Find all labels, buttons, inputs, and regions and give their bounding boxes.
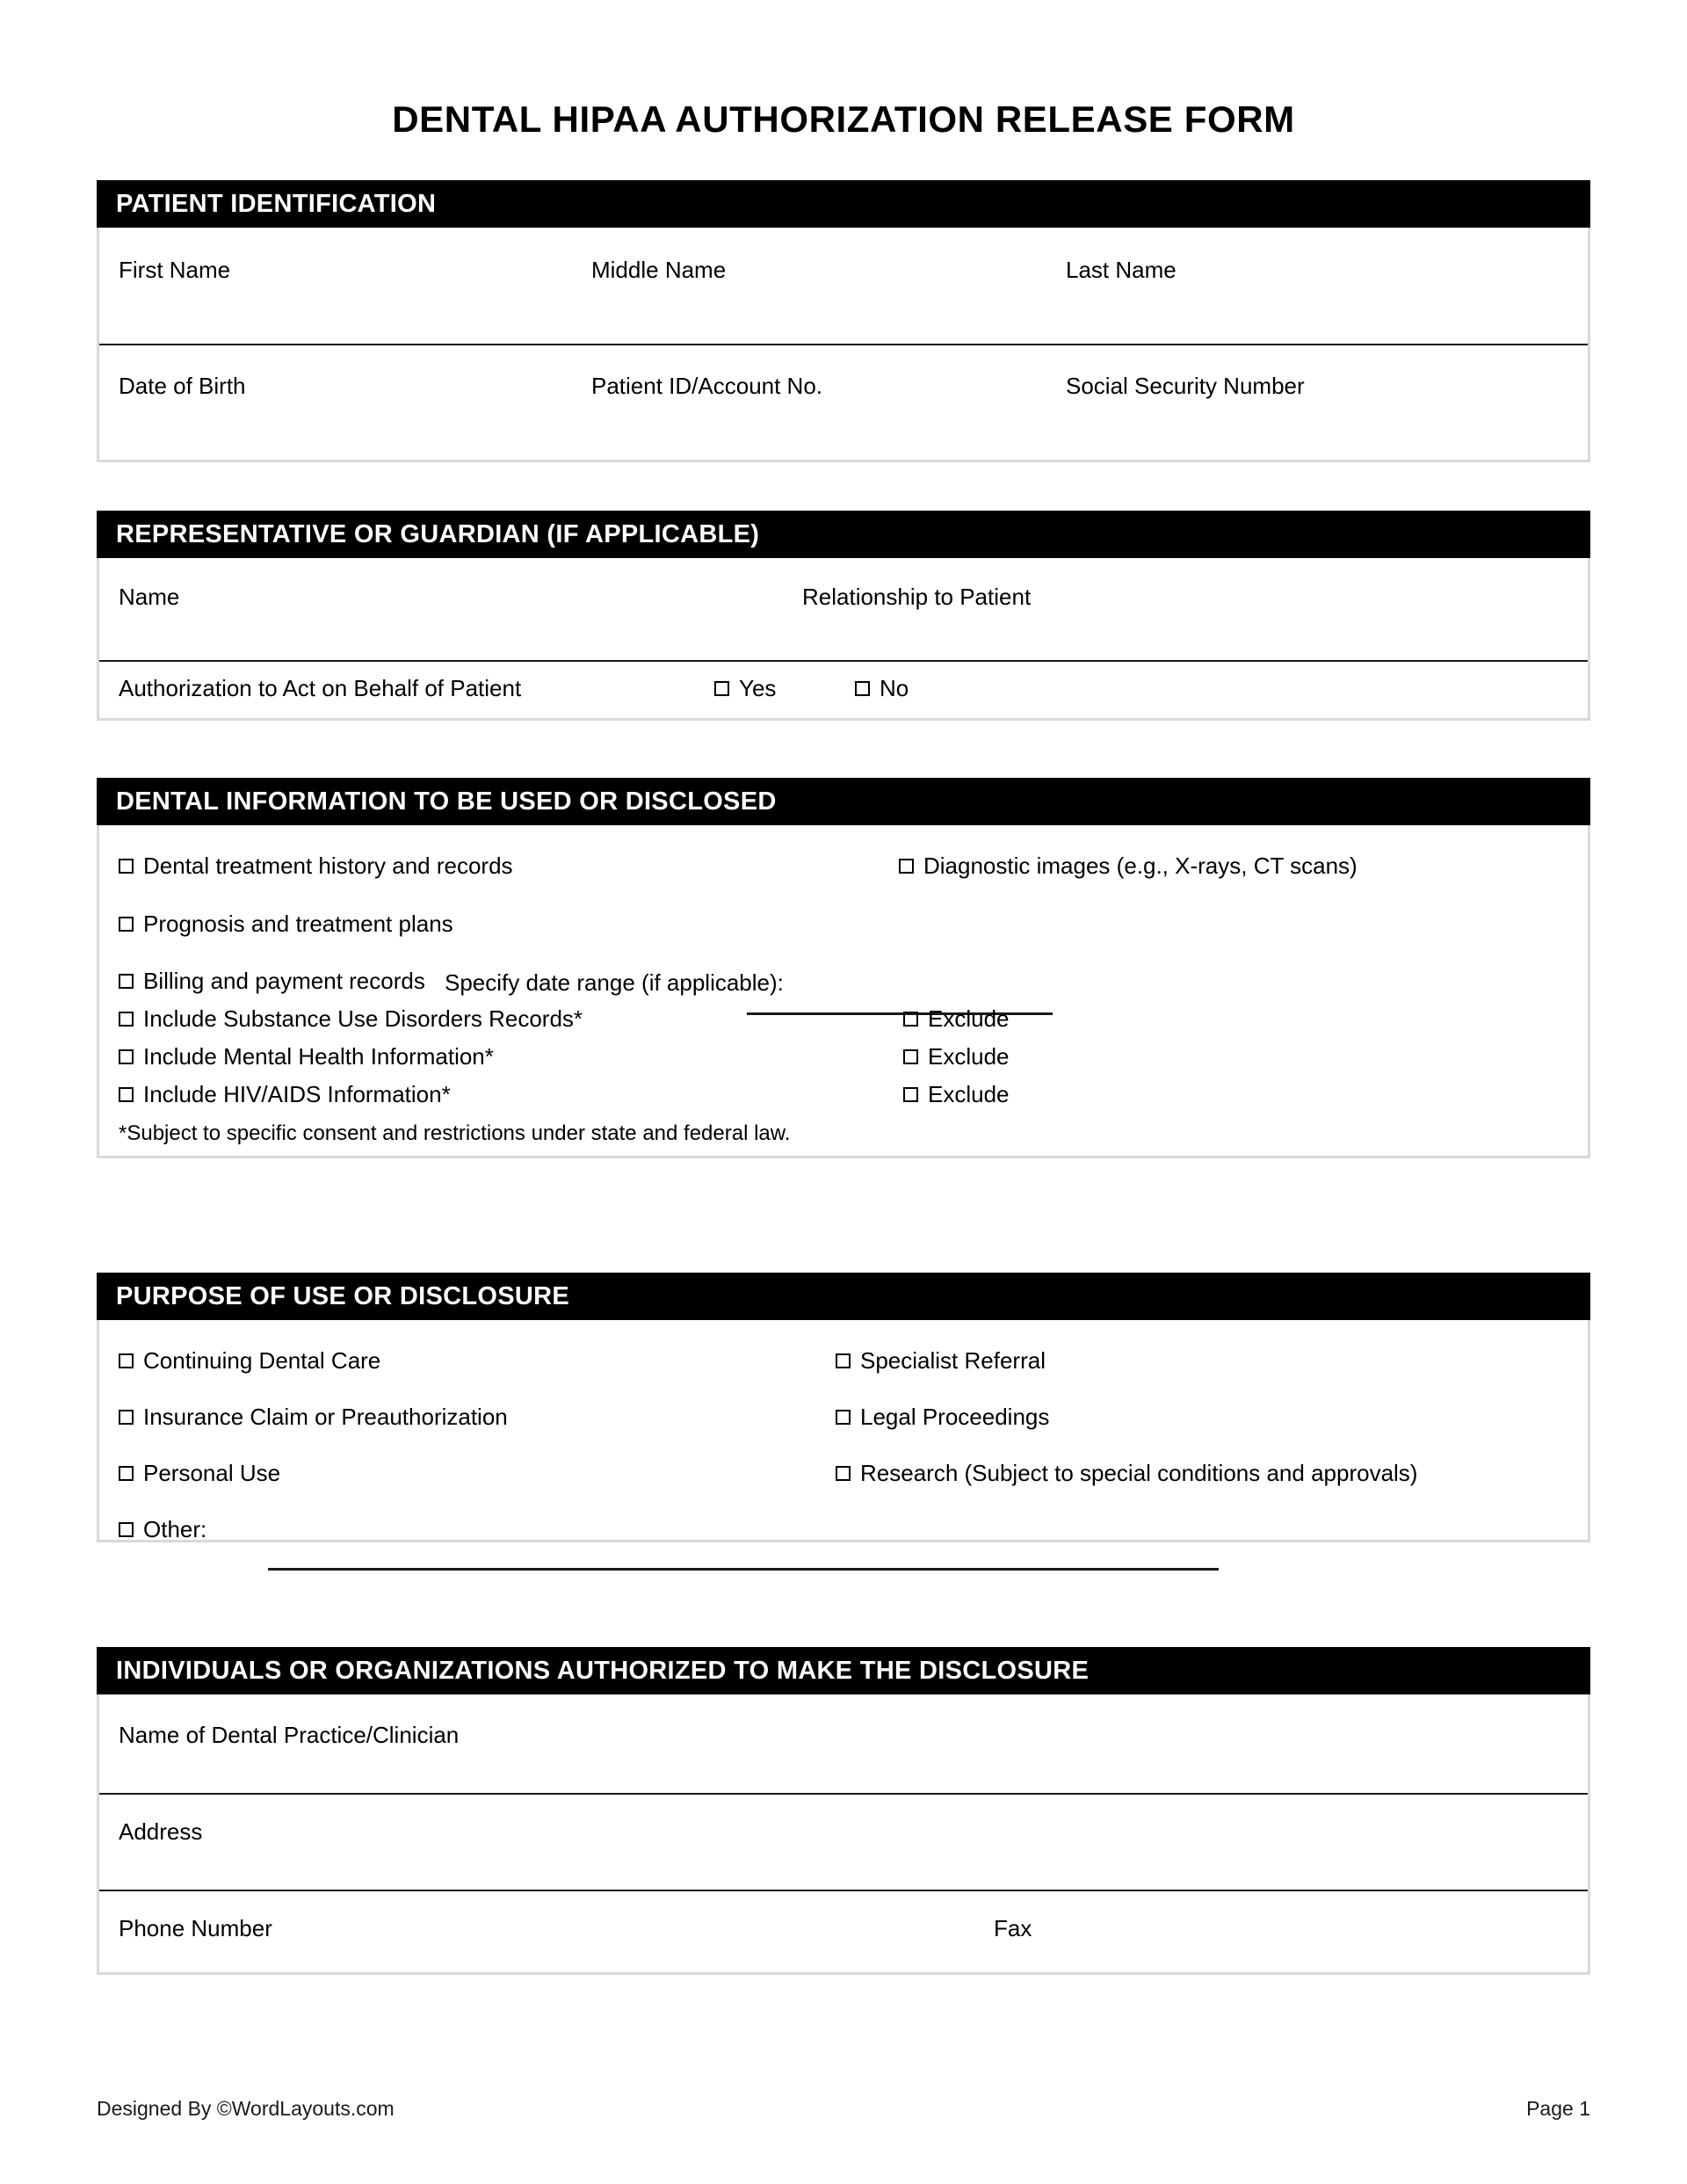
option-include-substance-use-label: Include Substance Use Disorders Records* xyxy=(143,1005,583,1032)
option-continuing-dental-care[interactable] xyxy=(119,1348,380,1374)
other-purpose-input-line[interactable] xyxy=(268,1568,1219,1571)
dental-information-footnote: *Subject to specific consent and restrictions under state and federal law. xyxy=(119,1121,791,1145)
authorization-yes-label: Yes xyxy=(739,675,777,701)
option-exclude-substance-use[interactable] xyxy=(903,1006,1010,1032)
option-diagnostic-images-label: Diagnostic images (e.g., X-rays, CT scans) xyxy=(923,853,1358,879)
checkbox-icon[interactable] xyxy=(903,1012,918,1027)
option-research-label: Research (Subject to special conditions and approvals) xyxy=(860,1460,1418,1486)
section-dental-information xyxy=(97,778,1590,1158)
option-billing-payment-records[interactable] xyxy=(119,969,425,994)
option-legal-proceedings[interactable] xyxy=(836,1404,1049,1430)
checkbox-icon[interactable] xyxy=(899,859,914,874)
footer-designed-by: Designed By ©WordLayouts.com xyxy=(97,2097,395,2120)
option-specialist-referral[interactable] xyxy=(836,1348,1046,1374)
address-label: Address xyxy=(119,1818,203,1845)
option-legal-proceedings-label: Legal Proceedings xyxy=(860,1404,1050,1430)
option-personal-use[interactable] xyxy=(119,1461,280,1486)
social-security-number-label: Social Security Number xyxy=(1066,373,1305,399)
checkbox-icon[interactable] xyxy=(119,1410,134,1425)
option-personal-use-label: Personal Use xyxy=(143,1460,281,1486)
practice-name-row xyxy=(99,1694,1588,1795)
section-authorized-disclosers xyxy=(97,1647,1590,1975)
option-include-substance-use[interactable] xyxy=(119,1006,583,1032)
option-include-hiv-aids[interactable] xyxy=(119,1082,451,1107)
page-title: DENTAL HIPAA AUTHORIZATION RELEASE FORM xyxy=(392,98,1295,140)
option-exclude-hiv-aids[interactable] xyxy=(903,1082,1010,1107)
checkbox-icon[interactable] xyxy=(119,1012,134,1027)
section-body-dental-information xyxy=(97,825,1590,1158)
checkbox-icon[interactable] xyxy=(836,1353,851,1368)
relationship-to-patient-label: Relationship to Patient xyxy=(802,584,1032,610)
patient-name-row xyxy=(99,228,1588,345)
option-prognosis-treatment-plans-label: Prognosis and treatment plans xyxy=(143,911,453,937)
section-body-patient-identification xyxy=(97,228,1590,462)
first-name-label: First Name xyxy=(119,257,231,283)
option-dental-treatment-history-label: Dental treatment history and records xyxy=(143,853,513,879)
authorization-no-option[interactable] xyxy=(855,676,909,701)
patient-ids-row xyxy=(99,345,1588,460)
address-row xyxy=(99,1795,1588,1891)
checkbox-icon[interactable] xyxy=(903,1049,918,1064)
authorization-to-act-label: Authorization to Act on Behalf of Patient xyxy=(119,675,522,701)
option-other-purpose-label: Other: xyxy=(143,1516,207,1542)
option-insurance-claim-label: Insurance Claim or Preauthorization xyxy=(143,1404,508,1430)
authorization-to-act-row xyxy=(99,662,1588,721)
checkbox-icon[interactable] xyxy=(714,681,729,696)
checkbox-icon[interactable] xyxy=(119,917,134,932)
option-research[interactable] xyxy=(836,1461,1417,1486)
option-dental-treatment-history[interactable] xyxy=(119,853,513,879)
fax-label: Fax xyxy=(994,1915,1032,1941)
checkbox-icon[interactable] xyxy=(119,1353,134,1368)
section-patient-identification xyxy=(97,180,1590,462)
option-include-mental-health[interactable] xyxy=(119,1044,494,1070)
section-header-purpose: PURPOSE OF USE OR DISCLOSURE xyxy=(97,1273,1590,1320)
checkbox-icon[interactable] xyxy=(119,1522,134,1537)
option-exclude-mental-health-label: Exclude xyxy=(928,1043,1010,1070)
phone-fax-row xyxy=(99,1891,1588,1975)
option-specialist-referral-label: Specialist Referral xyxy=(860,1347,1046,1374)
option-prognosis-treatment-plans[interactable] xyxy=(119,911,453,937)
checkbox-icon[interactable] xyxy=(855,681,870,696)
footer-page-number: Page 1 xyxy=(1526,2097,1590,2120)
section-header-dental-information: DENTAL INFORMATION TO BE USED OR DISCLOSED xyxy=(97,778,1590,825)
section-body-authorized-disclosers xyxy=(97,1694,1590,1975)
checkbox-icon[interactable] xyxy=(119,1466,134,1481)
representative-name-label: Name xyxy=(119,584,180,610)
representative-name-row xyxy=(99,558,1588,662)
authorization-no-label: No xyxy=(880,675,909,701)
option-exclude-hiv-aids-label: Exclude xyxy=(928,1081,1010,1107)
checkbox-icon[interactable] xyxy=(119,1049,134,1064)
patient-id-label: Patient ID/Account No. xyxy=(591,373,823,399)
date-of-birth-label: Date of Birth xyxy=(119,373,246,399)
option-continuing-dental-care-label: Continuing Dental Care xyxy=(143,1347,381,1374)
option-exclude-mental-health[interactable] xyxy=(903,1044,1010,1070)
checkbox-icon[interactable] xyxy=(119,974,134,989)
option-billing-payment-records-label: Billing and payment records xyxy=(143,968,425,994)
checkbox-icon[interactable] xyxy=(836,1410,851,1425)
practice-name-label: Name of Dental Practice/Clinician xyxy=(119,1722,460,1748)
section-header-patient-identification: PATIENT IDENTIFICATION xyxy=(97,180,1590,228)
option-diagnostic-images[interactable] xyxy=(899,853,1358,879)
section-representative-guardian xyxy=(97,511,1590,721)
checkbox-icon[interactable] xyxy=(903,1087,918,1102)
section-header-representative-guardian: REPRESENTATIVE OR GUARDIAN (IF APPLICABLE) xyxy=(97,511,1590,558)
authorization-yes-option[interactable] xyxy=(714,676,776,701)
last-name-label: Last Name xyxy=(1066,257,1177,283)
checkbox-icon[interactable] xyxy=(836,1466,851,1481)
section-body-purpose xyxy=(97,1320,1590,1542)
specify-date-range-label: Specify date range (if applicable): xyxy=(445,969,784,996)
checkbox-icon[interactable] xyxy=(119,1087,134,1102)
phone-number-label: Phone Number xyxy=(119,1915,272,1941)
section-header-authorized-disclosers: INDIVIDUALS OR ORGANIZATIONS AUTHORIZED TO MAKE THE DISCLOSURE xyxy=(97,1647,1590,1694)
section-purpose xyxy=(97,1273,1590,1542)
option-include-mental-health-label: Include Mental Health Information* xyxy=(143,1043,494,1070)
section-body-representative-guardian xyxy=(97,558,1590,721)
middle-name-label: Middle Name xyxy=(591,257,727,283)
checkbox-icon[interactable] xyxy=(119,859,134,874)
option-include-hiv-aids-label: Include HIV/AIDS Information* xyxy=(143,1081,451,1107)
option-exclude-substance-use-label: Exclude xyxy=(928,1005,1010,1032)
option-other-purpose[interactable] xyxy=(119,1517,206,1542)
option-insurance-claim[interactable] xyxy=(119,1404,508,1430)
